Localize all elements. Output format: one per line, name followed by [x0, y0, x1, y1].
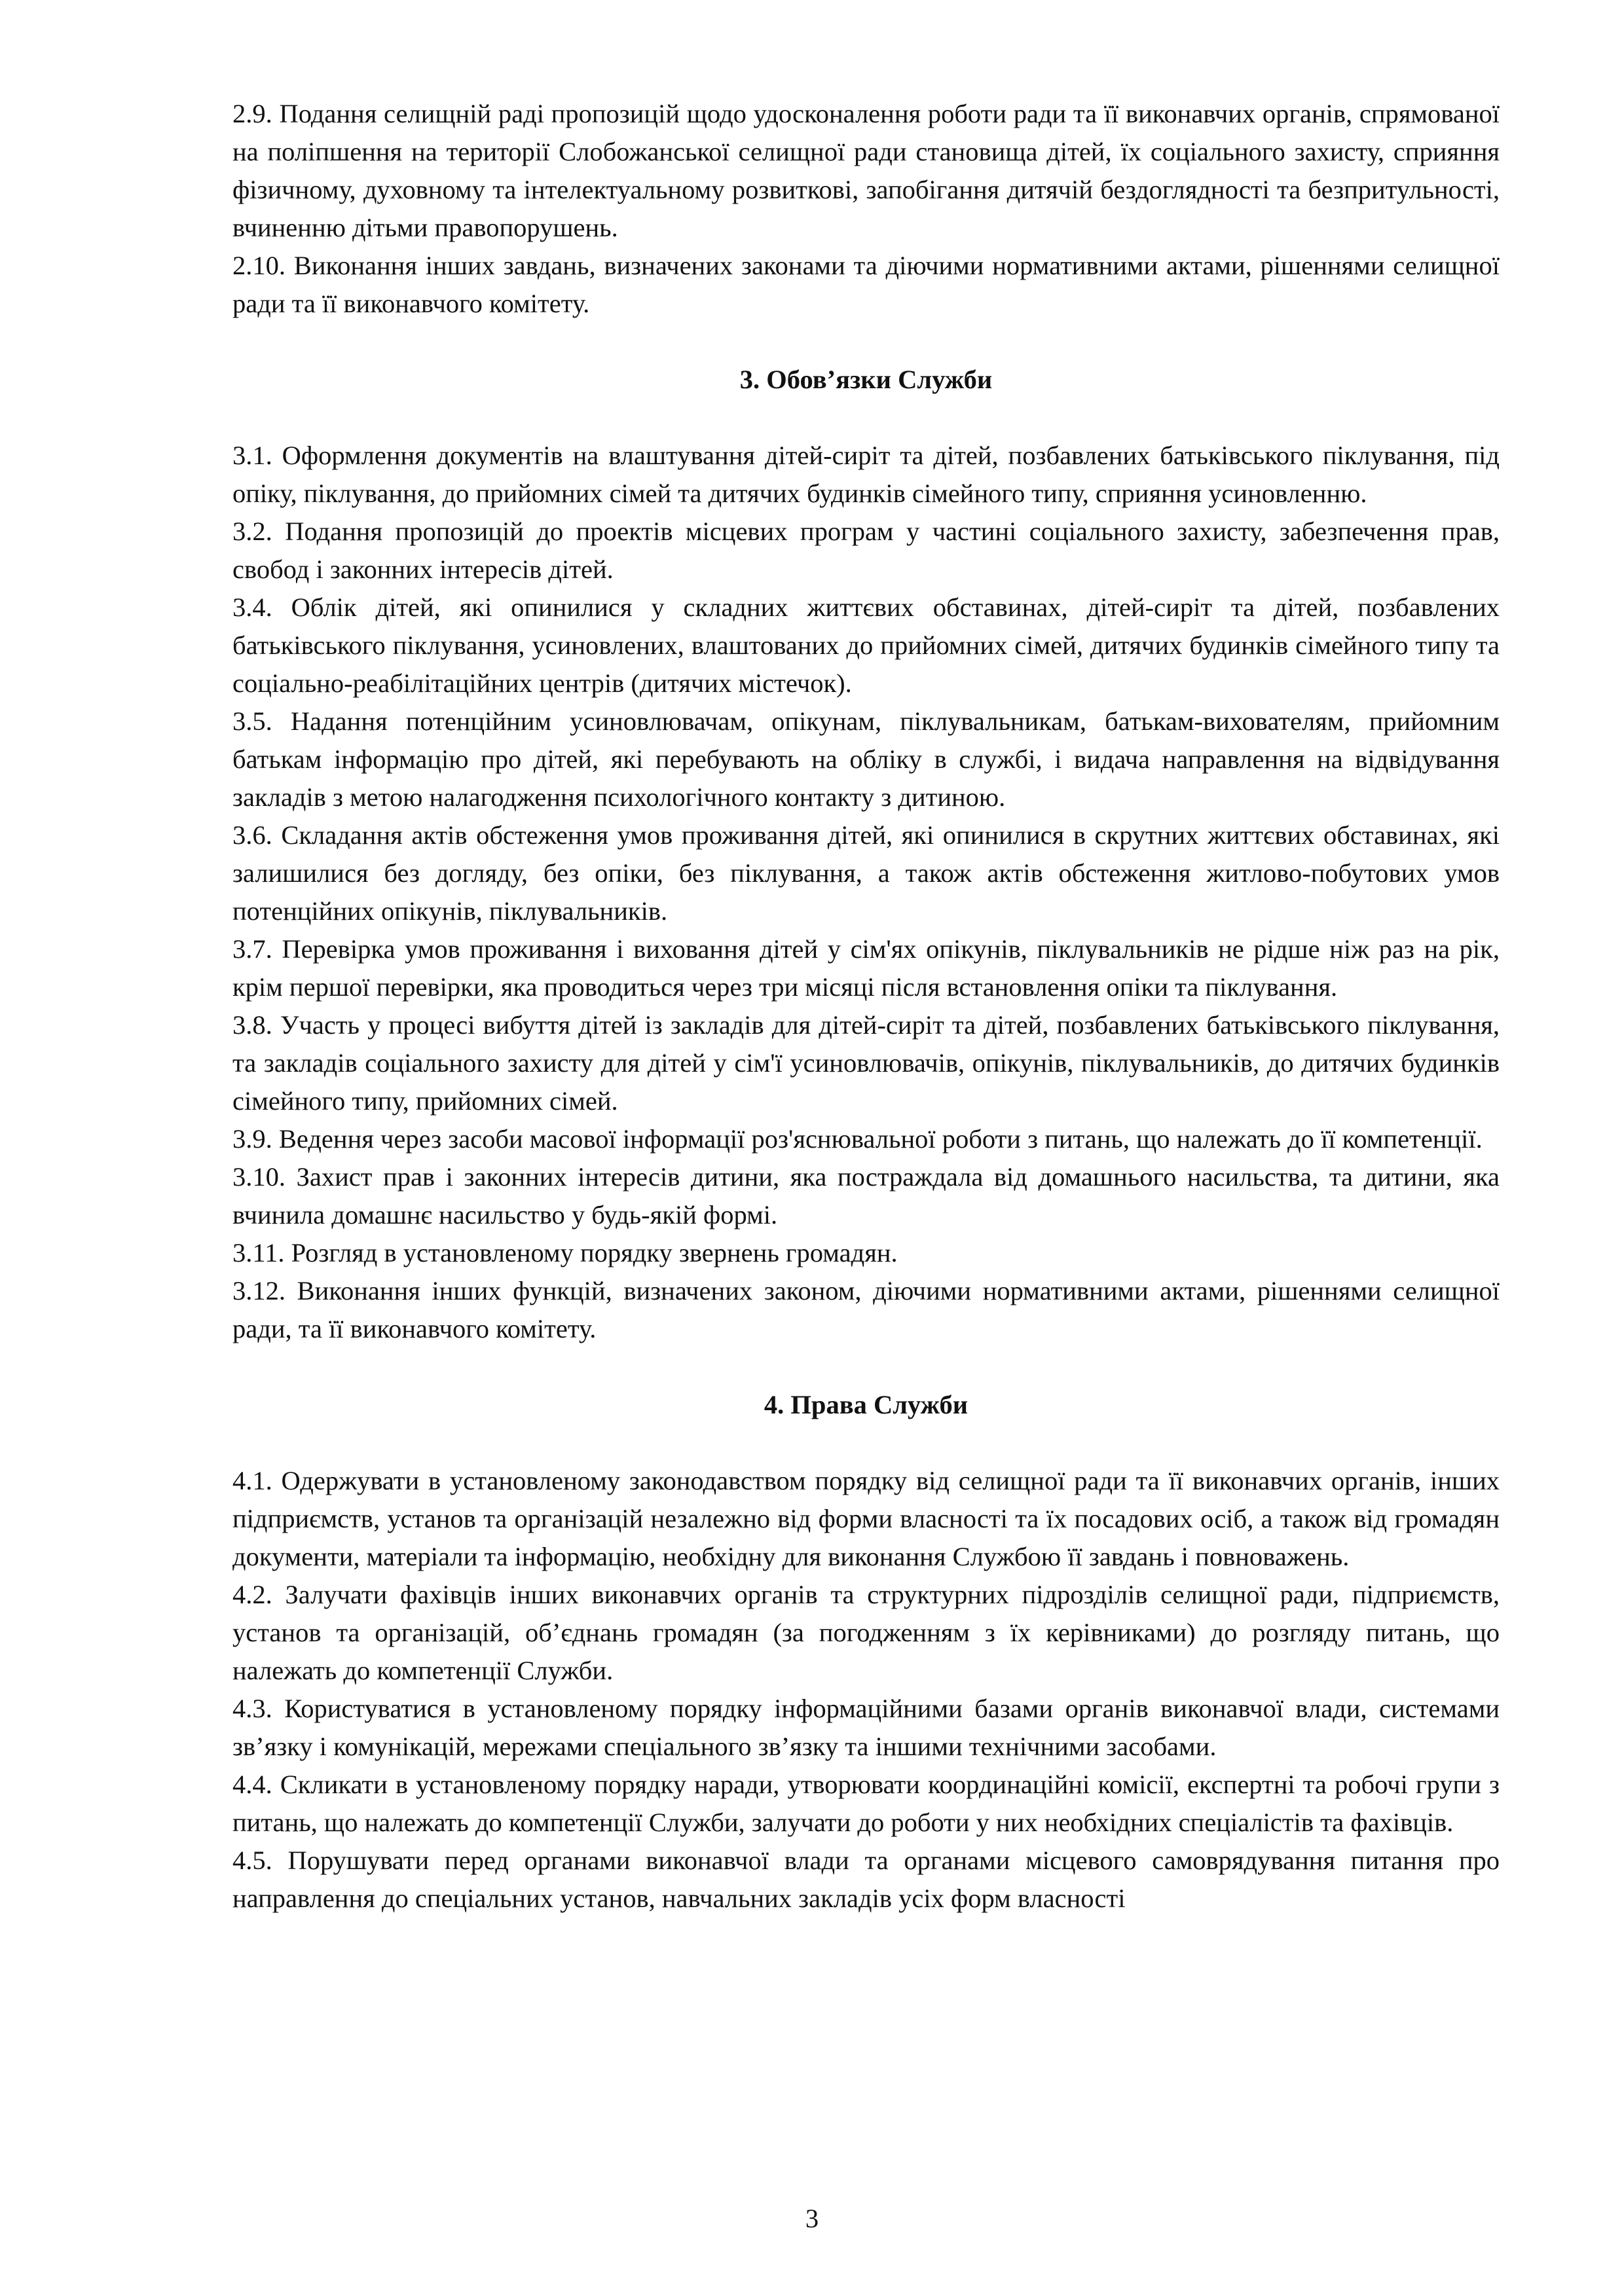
- page-number: 3: [805, 2204, 819, 2233]
- paragraph-3-11: 3.11. Розгляд в установленому порядку звернень громадян.: [232, 1238, 898, 1267]
- paragraph-2-9: 2.9. Подання селищній раді пропозицій щодо удосконалення роботи ради та її виконавчих органів, спрямованої на поліпшення на території Слобожанської селищної ради становища дітей, їх соціального захисту, сприяння фізичному, духовному та інтелектуальному розвиткові, запобігання дитячій бездоглядності та безпритульності, вчиненню дітьми правопорушень.: [232, 99, 1500, 242]
- document-body: [232, 95, 1500, 1918]
- paragraph-3-7: 3.7. Перевірка умов проживання і виховання дітей у сім'ях опікунів, піклувальників не рідше ніж раз на рік, крім першої перевірки, яка проводиться через три місяці після встановлення опіки та піклування.: [232, 934, 1500, 1002]
- paragraph-3-12: 3.12. Виконання інших функцій, визначених законом, діючими нормативними актами, рішеннями селищної ради, та її виконавчого комітету.: [232, 1276, 1500, 1343]
- paragraph-4-1: 4.1. Одержувати в установленому законодавством порядку від селищної ради та її виконавчих органів, інших підприємств, установ та організацій незалежно від форми власності та їх посадових осіб, а також від громадян документи, матеріали та інформацію, необхідну для виконання Службою її завдань і повноважень.: [232, 1466, 1500, 1571]
- paragraph-3-5: 3.5. Надання потенційним усиновлювачам, опікунам, піклувальникам, батькам-вихователям, прийомним батькам інформацію про дітей, які перебувають на обліку в службі, і видача направлення на відвідування закладів з метою налагодження психологічного контакту з дитиною.: [232, 706, 1500, 812]
- section-heading-rights: 4. Права Служби: [764, 1390, 969, 1419]
- paragraph-2-10: 2.10. Виконання інших завдань, визначених законами та діючими нормативними актами, рішеннями селищної ради та її виконавчого комітету.: [232, 251, 1500, 318]
- paragraph-4-2: 4.2. Залучати фахівців інших виконавчих органів та структурних підрозділів селищної ради, підприємств, установ та організацій, об’єднань громадян (за погодженням з їх керівниками) до розгляду питань, що належать до компетенції Служби.: [232, 1580, 1500, 1685]
- paragraph-3-8: 3.8. Участь у процесі вибуття дітей із закладів для дітей-сиріт та дітей, позбавлених батьківського піклування, та закладів соціального захисту для дітей у сім'ї усиновлювачів, опікунів, піклувальників, до дитячих будинків сімейного типу, прийомних сімей.: [232, 1010, 1500, 1116]
- paragraph-3-4: 3.4. Облік дітей, які опинилися у складних життєвих обставинах, дітей-сиріт та дітей, позбавлених батьківського піклування, усиновлених, влаштованих до прийомних сімей, дитячих будинків сімейного типу та соціально-реабілітаційних центрів (дитячих містечок).: [232, 592, 1500, 698]
- paragraph-3-6: 3.6. Складання актів обстеження умов проживання дітей, які опинилися в скрутних життєвих обставинах, які залишилися без догляду, без опіки, без піклування, а також актів обстеження житлово-побутових умов потенційних опікунів, піклувальників.: [232, 820, 1500, 926]
- paragraph-3-10: 3.10. Захист прав і законних інтересів дитини, яка постраждала від домашнього насильства, та дитини, яка вчинила домашнє насильство у будь-якій формі.: [232, 1162, 1500, 1230]
- paragraph-4-4: 4.4. Скликати в установленому порядку наради, утворювати координаційні комісії, експертні та робочі групи з питань, що належать до компетенції Служби, залучати до роботи у них необхідних спеціалістів та фахівців.: [232, 1770, 1500, 1837]
- section-heading-duties: 3. Обов’язки Служби: [739, 365, 993, 394]
- paragraph-4-3: 4.3. Користуватися в установленому порядку інформаційними базами органів виконавчої влади, системами зв’язку і комунікацій, мережами спеціального зв’язку та іншими технічними засобами.: [232, 1694, 1500, 1761]
- paragraph-4-5: 4.5. Порушувати перед органами виконавчої влади та органами місцевого самоврядування питання про направлення до спеціальних установ, навчальних закладів усіх форм власності: [232, 1846, 1500, 1913]
- paragraph-3-9: 3.9. Ведення через засоби масової інформації роз'яснювальної роботи з питань, що належать до її компетенції.: [232, 1124, 1483, 1154]
- paragraph-3-1: 3.1. Оформлення документів на влаштування дітей-сиріт та дітей, позбавлених батьківського піклування, під опіку, піклування, до прийомних сімей та дитячих будинків сімейного типу, сприяння усиновленню.: [232, 441, 1500, 508]
- paragraph-3-2: 3.2. Подання пропозицій до проектів місцевих програм у частині соціального захисту, забезпечення прав, свобод і законних інтересів дітей.: [232, 517, 1500, 584]
